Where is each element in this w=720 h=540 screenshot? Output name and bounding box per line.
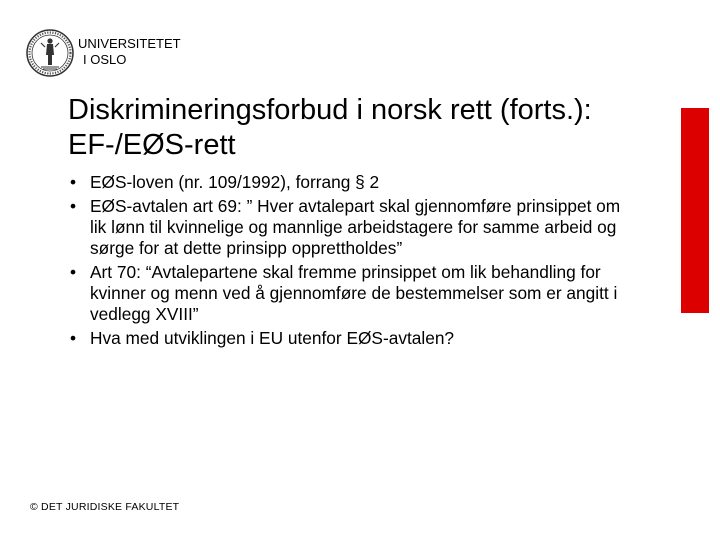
slide-title: Diskrimineringsforbud i norsk rett (forts.): EF-/EØS-rett xyxy=(68,94,592,161)
footer-text: © DET JURIDISKE FAKULTET xyxy=(30,501,180,513)
university-name xyxy=(78,36,181,68)
bullet-item: • EØS-avtalen art 69: ” Hver avtalepart skal gjennomføre prinsippet om lik lønn til kvinnelige og mannlige arbeidstagere for samme arbeid og sørge for at dette prinsipp opprettholdes” xyxy=(70,196,630,259)
bullet-item: • Hva med utviklingen i EU utenfor EØS-avtalen? xyxy=(70,328,630,349)
bullet-item: • EØS-loven (nr. 109/1992), forrang § 2 xyxy=(70,172,630,193)
university-name-line1: UNIVERSITETET xyxy=(78,36,181,51)
university-name-line2: I OSLO xyxy=(83,52,127,67)
bullet-list xyxy=(70,172,630,352)
bullet-item: • Art 70: “Avtalepartene skal fremme prinsippet om lik behandling for kvinner og menn ved å gjennomføre de bestemmelser som er angitt i vedlegg XVIII” xyxy=(70,262,630,325)
accent-bar xyxy=(681,108,709,313)
university-seal-icon xyxy=(25,25,75,81)
